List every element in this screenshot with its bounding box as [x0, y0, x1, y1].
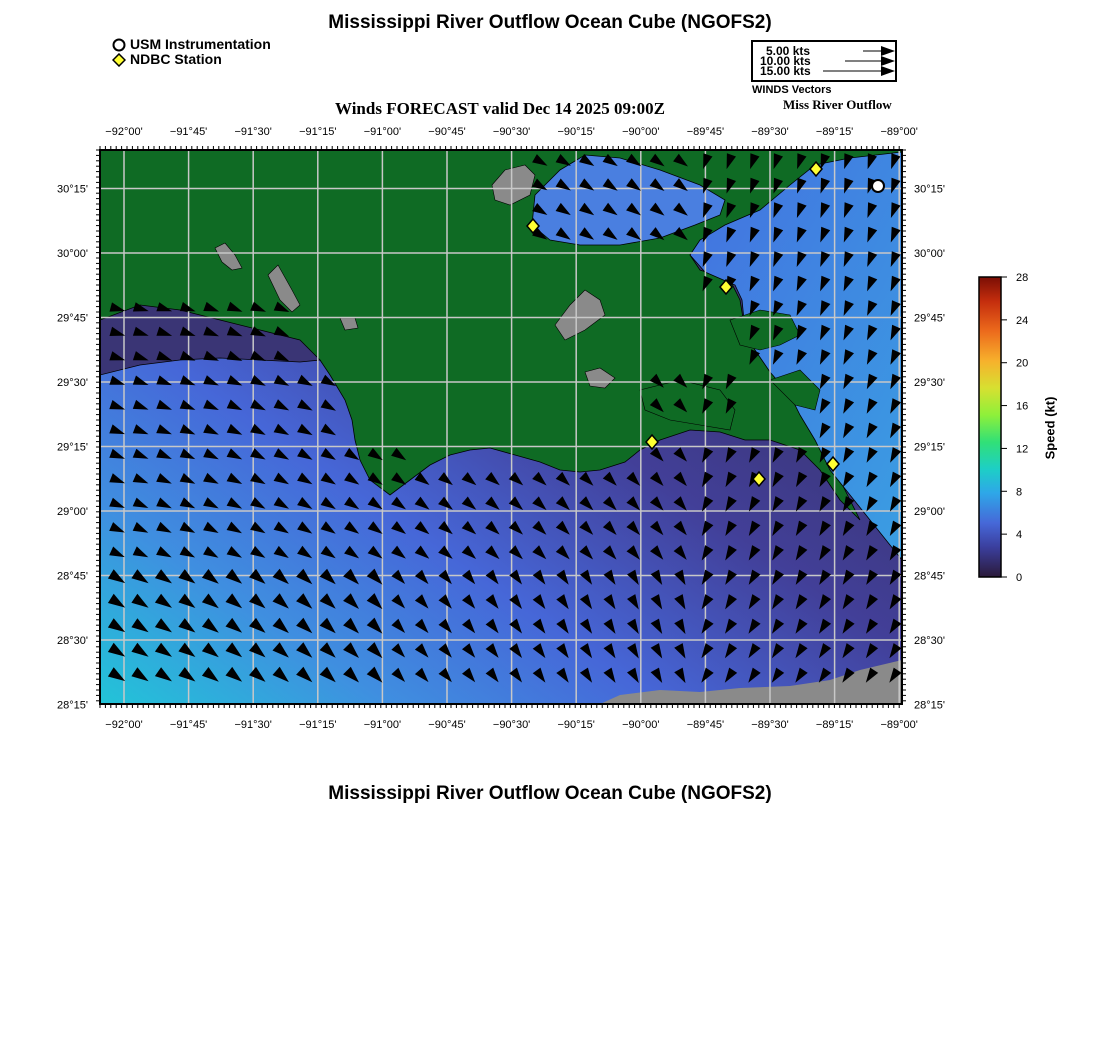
- lon-tick-label: −91°00': [363, 719, 402, 731]
- lat-tick-label: 28°30': [57, 635, 88, 647]
- legend-ndbc-label: NDBC Station: [130, 51, 222, 67]
- lon-tick-label: −90°15': [557, 719, 595, 731]
- lat-labels-right: [914, 184, 945, 712]
- lat-tick-label: 28°15': [914, 699, 945, 712]
- vector-5-label: 5.00 kts: [766, 44, 811, 58]
- colorbar-label: Speed (kt): [1042, 396, 1058, 460]
- lat-labels-left: [57, 184, 88, 712]
- region-tag: Miss River Outflow: [783, 97, 892, 112]
- lon-tick-label: −89°15': [815, 126, 854, 138]
- lon-tick-label: −90°15': [557, 126, 595, 138]
- lon-tick-label: −89°00': [880, 126, 918, 138]
- lat-tick-label: 29°45': [57, 312, 88, 325]
- colorbar-tick-label: 24: [1016, 314, 1029, 327]
- lon-tick-label: −90°45': [428, 719, 466, 731]
- lon-tick-label: −89°45': [686, 126, 725, 138]
- lat-tick-label: 30°15': [57, 183, 88, 196]
- lat-tick-label: 29°00': [57, 506, 88, 518]
- lon-tick-label: −92°00': [105, 126, 143, 138]
- lon-tick-label: −91°45': [169, 719, 208, 731]
- lon-tick-label: −91°00': [363, 126, 402, 138]
- vector-10-label: 10.00 kts: [760, 54, 811, 68]
- lat-tick-label: 30°00': [914, 248, 945, 260]
- lat-tick-label: 29°45': [914, 312, 945, 325]
- legend-usm-label: USM Instrumentation: [130, 36, 271, 52]
- lat-tick-label: 29°00': [914, 506, 945, 518]
- lat-tick-label: 28°30': [914, 635, 945, 647]
- lon-tick-label: −89°30': [751, 719, 789, 731]
- lon-tick-label: −90°00': [622, 126, 660, 138]
- vector-15-label: 15.00 kts: [760, 64, 811, 78]
- lat-tick-label: 29°15': [57, 441, 88, 454]
- lon-labels-bottom: [105, 719, 918, 731]
- lon-tick-label: −91°15': [299, 126, 337, 138]
- lon-tick-label: −89°15': [815, 719, 854, 731]
- lon-tick-label: −90°00': [622, 719, 660, 731]
- lat-tick-label: 28°15': [57, 699, 88, 712]
- lon-tick-label: −89°30': [751, 126, 789, 138]
- page-title-repeat: Mississippi River Outflow Ocean Cube (NGOFS2): [328, 783, 772, 804]
- lon-tick-label: −90°30': [492, 126, 531, 138]
- lat-tick-label: 28°45': [914, 570, 945, 583]
- lat-tick-label: 29°30': [57, 377, 88, 389]
- colorbar: [979, 277, 1001, 577]
- lat-tick-label: 30°00': [57, 248, 88, 260]
- lon-tick-label: −89°00': [880, 719, 918, 731]
- lon-tick-label: −91°30': [234, 126, 272, 138]
- colorbar-tick-label: 0: [1016, 572, 1023, 584]
- lon-tick-label: −90°30': [492, 719, 531, 731]
- lon-tick-label: −92°00': [105, 719, 143, 731]
- lon-tick-label: −91°45': [169, 126, 208, 138]
- lat-tick-label: 28°45': [57, 570, 88, 583]
- lon-labels-top: [105, 126, 918, 138]
- lat-tick-label: 29°30': [914, 377, 945, 389]
- lat-tick-label: 30°15': [914, 183, 945, 196]
- vector-legend-caption: WINDS Vectors: [752, 84, 832, 96]
- lon-tick-label: −91°15': [299, 719, 337, 731]
- page-title: Mississippi River Outflow Ocean Cube (NGOFS2): [328, 12, 772, 33]
- colorbar-tick-label: 4: [1016, 529, 1023, 542]
- colorbar-ticks: [1001, 272, 1028, 584]
- colorbar-tick-label: 16: [1016, 400, 1029, 413]
- lon-tick-label: −90°45': [428, 126, 466, 138]
- map-subtitle: Winds FORECAST valid Dec 14 2025 09:00Z: [335, 99, 665, 118]
- lon-tick-label: −91°30': [234, 719, 272, 731]
- colorbar-tick-label: 8: [1016, 486, 1023, 499]
- colorbar-tick-label: 28: [1016, 272, 1029, 284]
- colorbar-tick-label: 20: [1016, 357, 1029, 370]
- colorbar-tick-label: 12: [1016, 443, 1029, 456]
- lon-tick-label: −89°45': [686, 719, 725, 731]
- usm-station-marker[interactable]: [872, 180, 884, 192]
- lat-tick-label: 29°15': [914, 441, 945, 454]
